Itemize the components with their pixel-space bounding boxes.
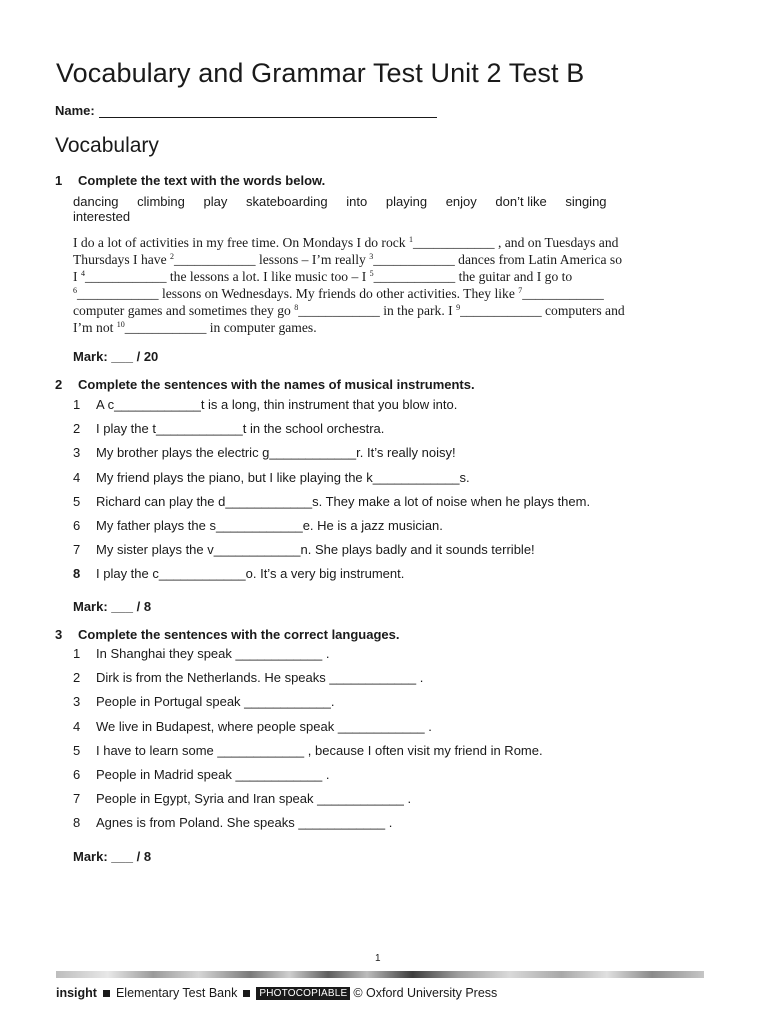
word-item: skateboarding (245, 194, 328, 209)
list-item: 6 People in Madrid speak ____________ . (73, 766, 330, 782)
footer (56, 986, 497, 1000)
footer-series: Elementary Test Bank (115, 986, 238, 1000)
name-row (55, 103, 437, 118)
list-item: 8 Agnes is from Poland. She speaks ____________ . (73, 815, 393, 831)
list-item: 8 I play the c____________o. It’s a very big instrument. (73, 566, 405, 582)
word-item: don’t like (495, 194, 547, 209)
q2-items (73, 397, 590, 591)
word-item: climbing (137, 194, 185, 209)
q2-number: 2 (55, 377, 63, 392)
paragraph-line: computer games and sometimes they go $^8$____________ in the park. I $^9$____________ computers and (73, 303, 625, 318)
list-item: 1 In Shanghai they speak ____________ . (73, 646, 330, 661)
name-line (99, 104, 437, 118)
paragraph-line: I do a lot of activities in my free time. On Mondays I do rock $^1$____________ , and on Tuesdays and (73, 235, 619, 250)
list-item: 7 People in Egypt, Syria and Iran speak ____________ . (73, 791, 412, 807)
word-box (73, 194, 693, 224)
list-item: 4 We live in Budapest, where people speak ____________ . (73, 718, 432, 734)
list-item: 3 People in Portugal speak ____________. (73, 694, 335, 710)
list-item: 3 My brother plays the electric g____________r. It’s really noisy! (73, 445, 456, 461)
square-bullet-icon (103, 990, 110, 997)
word-item: into (346, 194, 368, 209)
list-item: 6 My father plays the s____________e. He is a jazz musician. (73, 517, 443, 533)
page-number: 1 (375, 953, 381, 964)
word-item: dancing (73, 194, 119, 209)
list-item: 7 My sister plays the v____________n. She plays badly and it sounds terrible! (73, 542, 535, 558)
q3-number: 3 (55, 627, 63, 642)
word-item: singing (565, 194, 607, 209)
list-item: 5 I have to learn some ____________ , because I often visit my friend in Rome. (73, 742, 543, 758)
q2-heading (55, 377, 475, 392)
q3-mark: Mark: ___ / 8 (73, 849, 152, 864)
name-label: Name: (55, 103, 95, 118)
word-item: enjoy (445, 194, 477, 209)
q2-mark: Mark: ___ / 8 (73, 599, 152, 614)
footer-publisher: © Oxford University Press (353, 986, 498, 1000)
list-item: 5 Richard can play the d____________s. They make a lot of noise when he plays them. (73, 493, 591, 509)
square-bullet-icon (243, 990, 250, 997)
q1-heading (55, 173, 325, 188)
photocopiable-badge: PHOTOCOPIABLE (256, 987, 350, 1000)
paragraph-line: I $^4$____________ the lessons a lot. I like music too – I $^5$____________ the guitar and I go to (73, 269, 573, 284)
q3-heading (55, 627, 399, 642)
list-item: 1 A c____________t is a long, thin instrument that you blow into. (73, 397, 458, 412)
word-item: play (203, 194, 228, 209)
q3-items (73, 646, 543, 840)
list-item: 2 I play the t____________t in the school orchestra. (73, 421, 385, 437)
footer-decorative-band (56, 971, 704, 978)
q1-mark: Mark: ___ / 20 (73, 349, 159, 364)
word-item: playing (385, 194, 428, 209)
paragraph-line: $^6$____________ lessons on Wednesdays. My friends do other activities. They like $^7$____________ (73, 286, 604, 301)
gap-fill-paragraph (73, 234, 713, 336)
word-item: interested (73, 209, 131, 224)
page-title: Vocabulary and Grammar Test Unit 2 Test B (56, 58, 585, 88)
q2-instruction: Complete the sentences with the names of musical instruments. (78, 377, 475, 392)
section-heading: Vocabulary (55, 134, 159, 157)
footer-brand: insight (56, 986, 97, 1000)
list-item: 2 Dirk is from the Netherlands. He speaks ____________ . (73, 670, 424, 686)
q3-instruction: Complete the sentences with the correct languages. (78, 627, 400, 642)
paragraph-line: Thursdays I have $^2$____________ lessons – I’m really $^3$____________ dances from Latin America so (73, 252, 623, 267)
q1-number: 1 (55, 173, 63, 188)
q1-instruction: Complete the text with the words below. (78, 173, 326, 188)
paragraph-line: I’m not $^{10}$____________ in computer games. (73, 320, 317, 335)
list-item: 4 My friend plays the piano, but I like playing the k____________s. (73, 469, 470, 485)
